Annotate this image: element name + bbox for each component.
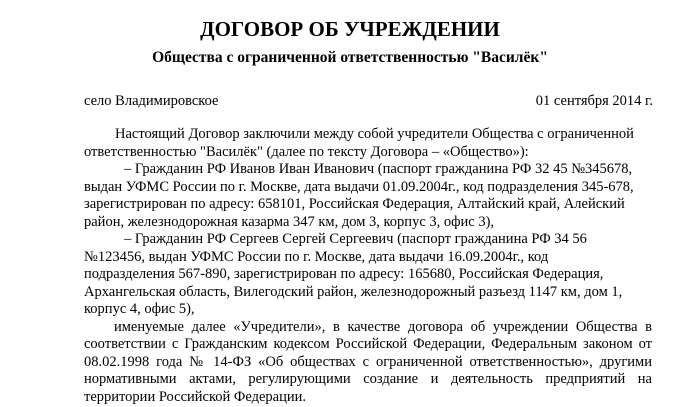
body-line: именуемые далее «Учредители», в качестве договора об учреждении Общества в	[114, 318, 652, 335]
body-line: подразделения 567-890, зарегистрирован по адресу: 165680, Российская Федерация,	[84, 266, 604, 282]
contract-place: село Владимировское	[84, 93, 219, 109]
body-line: соответствии с Гражданским кодексом Российской Федерации, Федеральным законом от	[84, 336, 652, 352]
body-line: выдан УФМС России по г. Москве, дата выдачи 01.09.2004г., код подразделения 345-678,	[84, 178, 634, 195]
document-subtitle: Общества с ограниченной ответственностью "Василёк"	[152, 49, 548, 66]
body-line: территории Российской Федерации.	[84, 388, 307, 405]
body-line: – Гражданин РФ Иванов Иван Иванович (паспорт гражданина РФ 32 45 №345678,	[124, 161, 633, 177]
body-line: корпус 4, офис 5),	[84, 301, 195, 317]
body-line: район, железнодорожная казарма 347 км, дом 3, корпус 3, офис 3),	[84, 213, 495, 230]
body-line: Архангельская область, Вилегодский район, железнодорожный разъезд 1147 км, дом 1,	[84, 283, 623, 300]
body-line: 08.02.1998 года № 14-ФЗ «Об обществах с ограниченной ответственностью», другими	[84, 353, 652, 370]
body-line: зарегистрирован по адресу: 658101, Российская Федерация, Алтайский край, Алейский	[84, 196, 625, 212]
contract-body	[84, 126, 652, 406]
document-title: ДОГОВОР ОБ УЧРЕЖДЕНИИ	[200, 17, 500, 41]
body-line: №123456, выдан УФМС России по г. Москве, дата выдачи 16.09.2004г., код	[84, 248, 549, 265]
body-line: нормативными актами, регулирующими создание и деятельность предприятий на	[84, 371, 652, 387]
body-line: ответственностью "Василёк" (далее по тексту Договора – «Общество»):	[84, 143, 529, 160]
body-line: Настоящий Договор заключили между собой учредители Общества с ограниченной	[115, 126, 634, 142]
body-line: – Гражданин РФ Сергеев Сергей Сергеевич (паспорт гражданина РФ 34 56	[124, 231, 587, 247]
contract-date: 01 сентября 2014 г.	[535, 93, 653, 109]
